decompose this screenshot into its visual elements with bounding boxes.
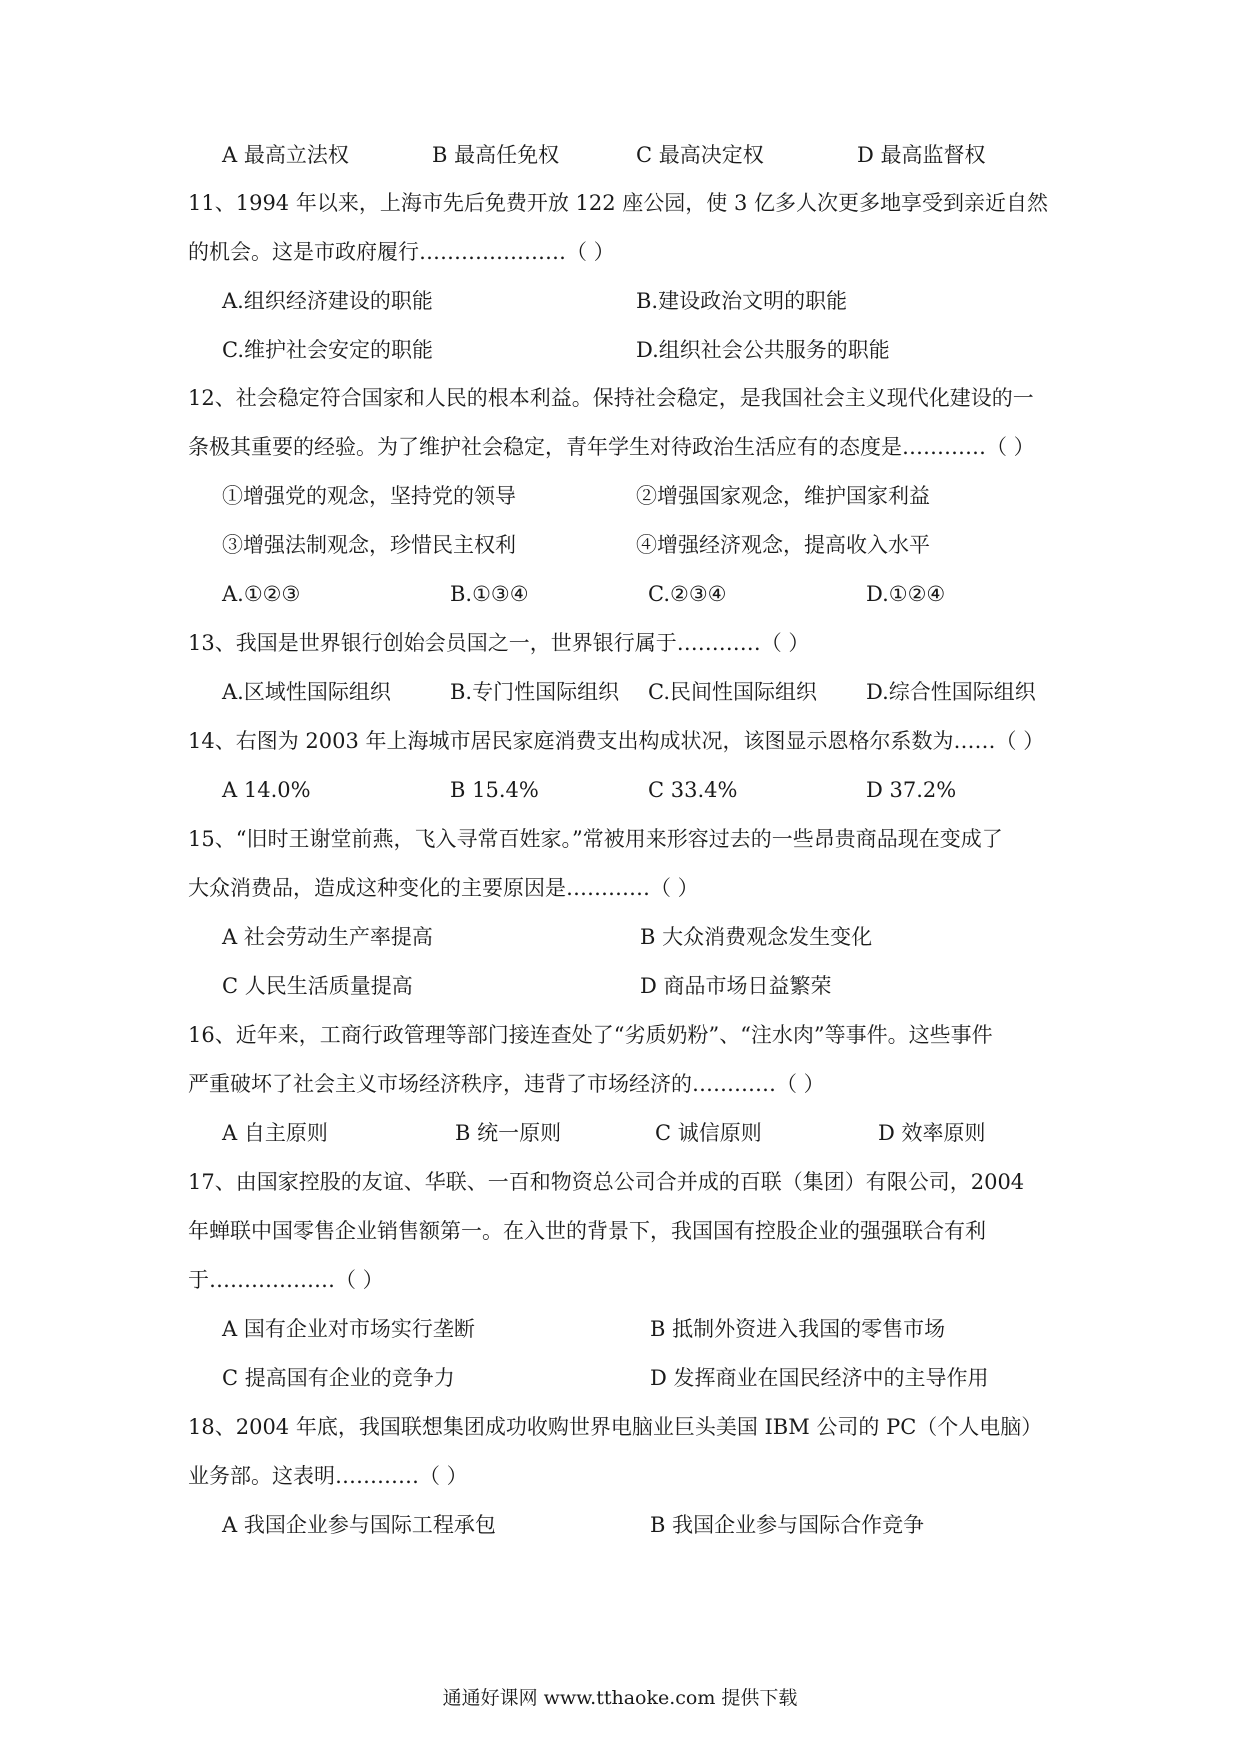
answer-option: ③增强法制观念，珍惜民主权利: [222, 533, 516, 557]
answer-option: A 我国企业参与国际工程承包: [222, 1513, 496, 1537]
question-text-line: 年蝉联中国零售企业销售额第一。在入世的背景下，我国国有控股企业的强强联合有利: [188, 1219, 986, 1243]
answer-option: C 最高决定权: [636, 143, 764, 167]
answer-option: A 最高立法权: [222, 143, 349, 167]
question-text-line: 业务部。这表明…………（ ）: [188, 1464, 468, 1488]
question-text-line: 条极其重要的经验。为了维护社会稳定，青年学生对待政治生活应有的态度是…………（ ）: [188, 435, 1035, 459]
answer-option: B.①③④: [450, 582, 529, 606]
question-text-line: 17、由国家控股的友谊、华联、一百和物资总公司合并成的百联（集团）有限公司，2004: [188, 1170, 1025, 1194]
answer-option: D 发挥商业在国民经济中的主导作用: [650, 1366, 989, 1390]
answer-option: B 大众消费观念发生变化: [640, 925, 873, 949]
answer-option: A.①②③: [222, 582, 301, 606]
answer-option: B 最高任免权: [432, 143, 560, 167]
answer-option: C 诚信原则: [655, 1121, 762, 1145]
answer-option: A 社会劳动生产率提高: [222, 925, 433, 949]
answer-option: B.建设政治文明的职能: [636, 289, 848, 313]
answer-option: ①增强党的观念，坚持党的领导: [222, 484, 516, 508]
answer-option: D 商品市场日益繁荣: [640, 974, 832, 998]
answer-option: C 人民生活质量提高: [222, 974, 413, 998]
answer-option: D.组织社会公共服务的职能: [636, 338, 890, 362]
question-text-line: 的机会。这是市政府履行…………………（ ）: [188, 240, 615, 264]
answer-option: B.专门性国际组织: [450, 680, 620, 704]
question-text-line: 15、“旧时王谢堂前燕，飞入寻常百姓家。”常被用来形容过去的一些昂贵商品现在变成了: [188, 827, 1003, 851]
question-text-line: 大众消费品，造成这种变化的主要原因是…………（ ）: [188, 876, 699, 900]
question-text-line: 16、近年来，工商行政管理等部门接连查处了“劣质奶粉”、“注水肉”等事件。这些事件: [188, 1023, 993, 1047]
question-text-line: 12、社会稳定符合国家和人民的根本利益。保持社会稳定，是我国社会主义现代化建设的一: [188, 386, 1034, 410]
question-text-line: 14、右图为 2003 年上海城市居民家庭消费支出构成状况，该图显示恩格尔系数为……（ ）: [188, 729, 1045, 753]
question-text-line: 严重破坏了社会主义市场经济秩序，违背了市场经济的…………（ ）: [188, 1072, 825, 1096]
answer-option: ②增强国家观念，维护国家利益: [636, 484, 930, 508]
answer-option: A 14.0%: [222, 778, 311, 802]
answer-option: C.维护社会安定的职能: [222, 338, 433, 362]
answer-option: C.②③④: [648, 582, 727, 606]
answer-option: C 提高国有企业的竞争力: [222, 1366, 455, 1390]
answer-option: D 效率原则: [878, 1121, 986, 1145]
answer-option: B 统一原则: [455, 1121, 562, 1145]
answer-option: D 最高监督权: [857, 143, 986, 167]
page-footer: 通通好课网 www.tthaoke.com 提供下载: [442, 1687, 798, 1709]
answer-option: D.综合性国际组织: [866, 680, 1036, 704]
question-text-line: 11、1994 年以来，上海市先后免费开放 122 座公园，使 3 亿多人次更多地享受到亲近自然: [188, 191, 1048, 215]
answer-option: A 国有企业对市场实行垄断: [222, 1317, 475, 1341]
question-text-line: 13、我国是世界银行创始会员国之一，世界银行属于…………（ ）: [188, 631, 810, 655]
answer-option: B 15.4%: [450, 778, 539, 802]
answer-option: ④增强经济观念，提高收入水平: [636, 533, 930, 557]
answer-option: C.民间性国际组织: [648, 680, 817, 704]
answer-option: B 我国企业参与国际合作竞争: [650, 1513, 925, 1537]
question-text-line: 于………………（ ）: [188, 1268, 384, 1292]
answer-option: A.区域性国际组织: [222, 680, 391, 704]
answer-option: D.①②④: [866, 582, 946, 606]
answer-option: A.组织经济建设的职能: [222, 289, 433, 313]
answer-option: C 33.4%: [648, 778, 738, 802]
answer-option: A 自主原则: [222, 1121, 328, 1145]
answer-option: D 37.2%: [866, 778, 957, 802]
answer-option: B 抵制外资进入我国的零售市场: [650, 1317, 946, 1341]
question-text-line: 18、2004 年底，我国联想集团成功收购世界电脑业巨头美国 IBM 公司的 PC（个人电脑）: [188, 1415, 1043, 1439]
